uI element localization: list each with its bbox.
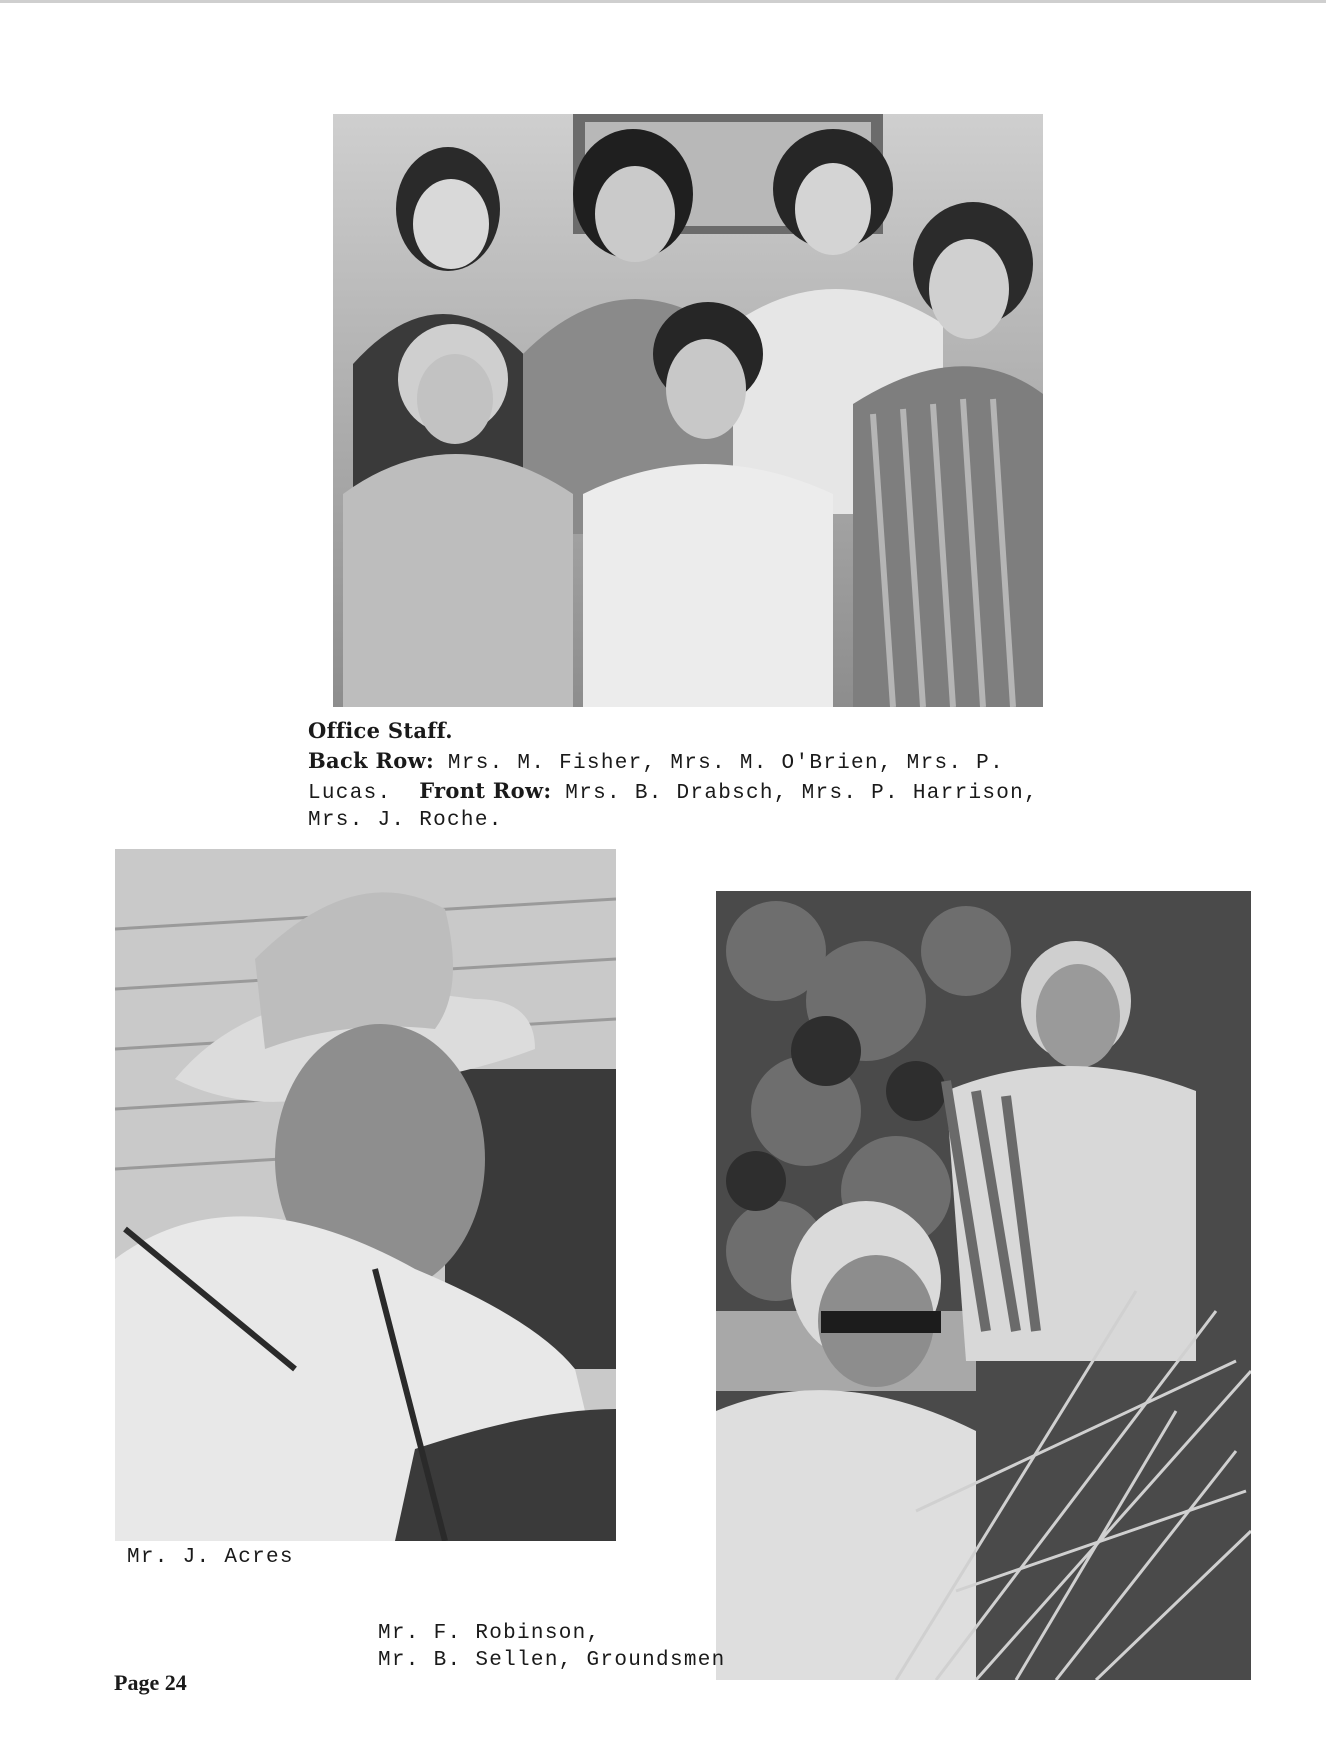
back-row-names-continued: Lucas. [308,782,420,805]
front-row-label: Front Row: [419,778,552,803]
acres-caption: Mr. J. Acres [127,1546,294,1569]
office-staff-caption [308,717,1038,834]
groundsmen-caption [378,1620,726,1674]
acres-photo-illustration [115,849,616,1541]
acres-photo [115,849,616,1541]
page-edge [0,0,1326,3]
back-row-label: Back Row: [308,748,434,773]
groundsmen-caption-line2: Mr. B. Sellen, Groundsmen [378,1649,726,1672]
groundsmen-photo-illustration [716,891,1251,1680]
groundsmen-caption-line1: Mr. F. Robinson, [378,1622,601,1645]
office-staff-title: Office Staff. [308,718,453,743]
front-row-names-continued: Mrs. J. Roche. [308,809,503,832]
office-staff-photo-illustration [333,114,1043,707]
back-row-names: Mrs. M. Fisher, Mrs. M. O'Brien, Mrs. P. [434,752,1004,775]
groundsmen-photo [716,891,1251,1680]
front-row-names: Mrs. B. Drabsch, Mrs. P. Harrison, [551,782,1038,805]
office-staff-photo [333,114,1043,707]
page-number: Page 24 [114,1670,187,1695]
